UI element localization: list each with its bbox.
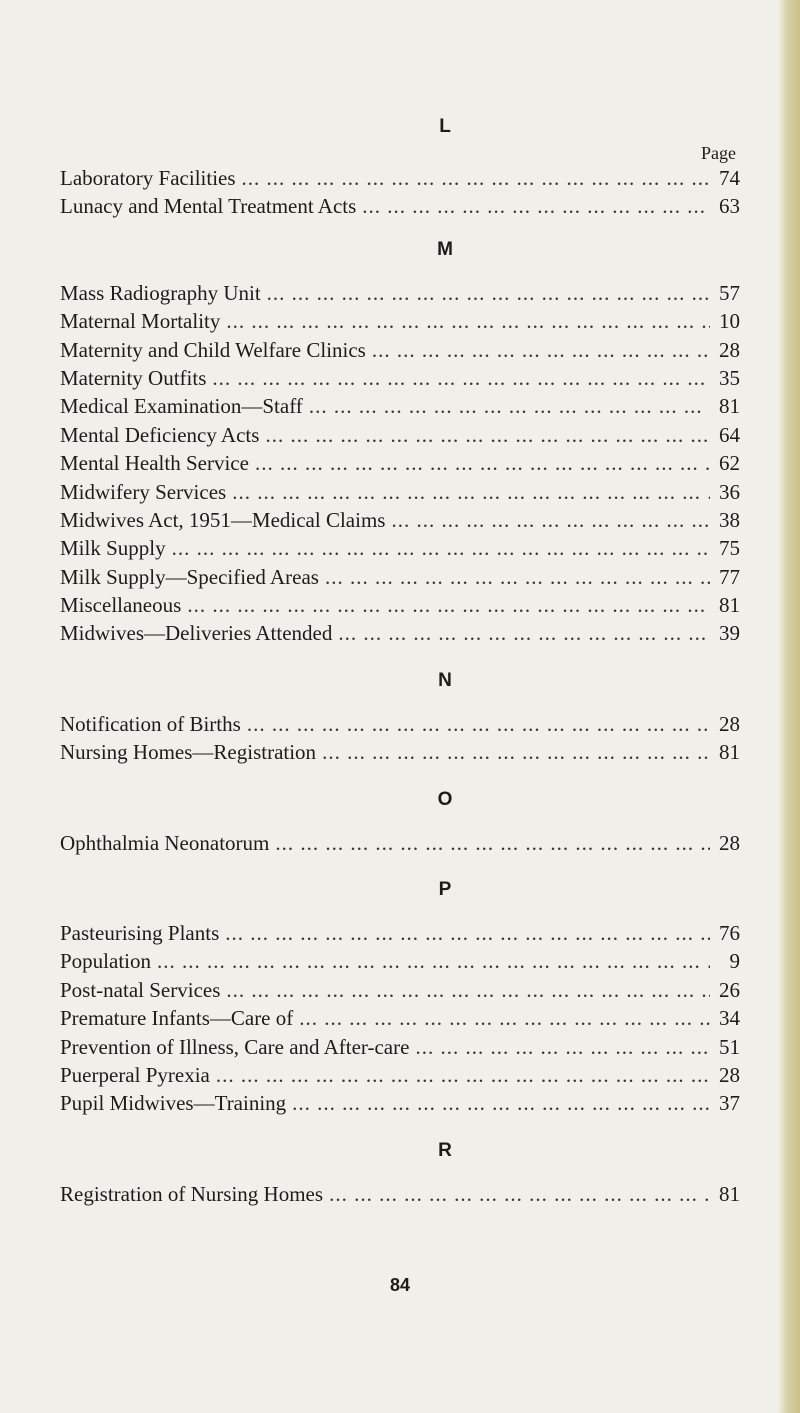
leader-dots xyxy=(232,478,710,506)
entry-page: 28 xyxy=(719,1062,740,1087)
entry-page: 81 xyxy=(719,593,740,618)
index-entry xyxy=(60,591,740,619)
entry-title: Prevention of Illness, Care and After-care xyxy=(60,1034,410,1059)
entry-title: Pasteurising Plants xyxy=(60,921,220,946)
leader-dots xyxy=(187,591,710,619)
entry-title: Lunacy and Mental Treatment Acts xyxy=(60,194,357,219)
entry-page: 28 xyxy=(719,830,740,855)
entry-title: Notification of Births xyxy=(60,711,241,736)
entry-title: Midwifery Services xyxy=(60,479,227,504)
entry-title: Pupil Midwives—Training xyxy=(60,1091,287,1116)
leader-dots xyxy=(415,1033,710,1061)
entry-page: 62 xyxy=(719,451,740,476)
entry-page: 9 xyxy=(729,949,740,974)
index-entry xyxy=(60,563,740,591)
index-entry xyxy=(60,192,740,220)
entry-page: 37 xyxy=(719,1091,740,1116)
entry-title: Laboratory Facilities xyxy=(60,166,236,190)
leader-dots xyxy=(299,1004,710,1032)
leader-dots xyxy=(172,534,710,562)
index-entry xyxy=(60,619,740,647)
leader-dots xyxy=(362,192,710,220)
leader-dots xyxy=(225,919,710,947)
entry-page: 77 xyxy=(719,564,740,589)
index-entry xyxy=(60,392,740,420)
index-entry xyxy=(60,449,740,477)
leader-dots xyxy=(322,738,710,766)
index-entry xyxy=(60,738,740,766)
leader-dots xyxy=(212,364,710,392)
entry-title: Nursing Homes—Registration xyxy=(60,740,317,765)
leader-dots xyxy=(325,563,710,591)
leader-dots xyxy=(309,392,710,420)
entry-title: Mental Health Service xyxy=(60,451,249,476)
leader-dots xyxy=(242,164,710,192)
entry-page: 28 xyxy=(719,711,740,736)
entry-page: 35 xyxy=(719,365,740,390)
index-entry xyxy=(60,1089,740,1117)
index-entry xyxy=(60,364,740,392)
entry-title: Maternity and Child Welfare Clinics xyxy=(60,337,366,362)
entry-title: Mental Deficiency Acts xyxy=(60,422,260,447)
entry-page: 28 xyxy=(719,337,740,362)
page-edge-shadow xyxy=(778,0,800,1413)
entry-title: Maternal Mortality xyxy=(60,309,221,334)
entry-title: Miscellaneous xyxy=(60,593,182,618)
index-entry xyxy=(60,279,740,307)
leader-dots xyxy=(157,947,710,975)
index-entry xyxy=(60,478,740,506)
entry-title: Midwives Act, 1951—Medical Claims xyxy=(60,507,386,532)
index-entry xyxy=(60,506,740,534)
entry-title: Maternity Outfits xyxy=(60,365,207,390)
entry-title: Post-natal Services xyxy=(60,977,221,1002)
index-entry xyxy=(60,307,740,335)
section-letter-m: M xyxy=(437,238,453,260)
entry-page: 64 xyxy=(719,422,740,447)
page-column-header: Page xyxy=(701,143,736,163)
index-entry xyxy=(60,421,740,449)
index-entry xyxy=(60,1180,740,1208)
entry-page: 51 xyxy=(719,1034,740,1059)
entry-page: 81 xyxy=(719,394,740,419)
index-entry xyxy=(60,336,740,364)
index-entry xyxy=(60,947,740,975)
entry-title: Medical Examination—Staff xyxy=(60,394,303,419)
entry-page: 57 xyxy=(719,280,740,305)
index-entry xyxy=(60,1061,740,1089)
entry-page: 74 xyxy=(719,166,740,190)
entry-page: 36 xyxy=(719,479,740,504)
entry-title: Midwives—Deliveries Attended xyxy=(60,621,333,646)
section-letter-p: P xyxy=(438,879,452,901)
entry-title: Premature Infants—Care of xyxy=(60,1006,294,1031)
entry-title: Milk Supply xyxy=(60,536,166,561)
index-entry xyxy=(60,710,740,738)
page-number: 84 xyxy=(389,1275,411,1295)
leader-dots xyxy=(372,336,710,364)
leader-dots xyxy=(275,829,710,857)
leader-dots xyxy=(265,421,710,449)
entry-title: Population xyxy=(60,949,152,974)
entry-page: 81 xyxy=(719,1181,740,1206)
entry-page: 63 xyxy=(719,194,740,219)
index-entry xyxy=(60,976,740,1004)
leader-dots xyxy=(226,307,710,335)
entry-page: 10 xyxy=(719,309,740,334)
leader-dots xyxy=(255,449,710,477)
section-letter-n: N xyxy=(438,669,452,691)
index-entry xyxy=(60,164,740,192)
leader-dots xyxy=(226,976,710,1004)
entry-page: 75 xyxy=(719,536,740,561)
leader-dots xyxy=(216,1061,710,1089)
index-entry xyxy=(60,1004,740,1032)
entry-title: Ophthalmia Neonatorum xyxy=(60,830,270,855)
entry-title: Registration of Nursing Homes xyxy=(60,1181,324,1206)
section-letter-r: R xyxy=(438,1139,452,1161)
index-entry xyxy=(60,919,740,947)
subject-index xyxy=(60,112,740,1208)
leader-dots xyxy=(391,506,710,534)
leader-dots xyxy=(329,1180,710,1208)
entry-page: 76 xyxy=(719,921,740,946)
section-letter-o: O xyxy=(437,788,453,810)
index-entry xyxy=(60,534,740,562)
entry-page: 81 xyxy=(719,740,740,765)
section-letter-l: L xyxy=(439,116,451,137)
leader-dots xyxy=(338,619,710,647)
leader-dots xyxy=(292,1089,710,1117)
entry-page: 26 xyxy=(719,977,740,1002)
entry-page: 34 xyxy=(719,1006,740,1031)
entry-page: 38 xyxy=(719,507,740,532)
index-entry xyxy=(60,829,740,857)
entry-page: 39 xyxy=(719,621,740,646)
entry-title: Puerperal Pyrexia xyxy=(60,1062,210,1087)
index-entry xyxy=(60,1033,740,1061)
entry-title: Mass Radiography Unit xyxy=(60,280,261,305)
entry-title: Milk Supply—Specified Areas xyxy=(60,564,319,589)
leader-dots xyxy=(247,710,710,738)
leader-dots xyxy=(267,279,710,307)
